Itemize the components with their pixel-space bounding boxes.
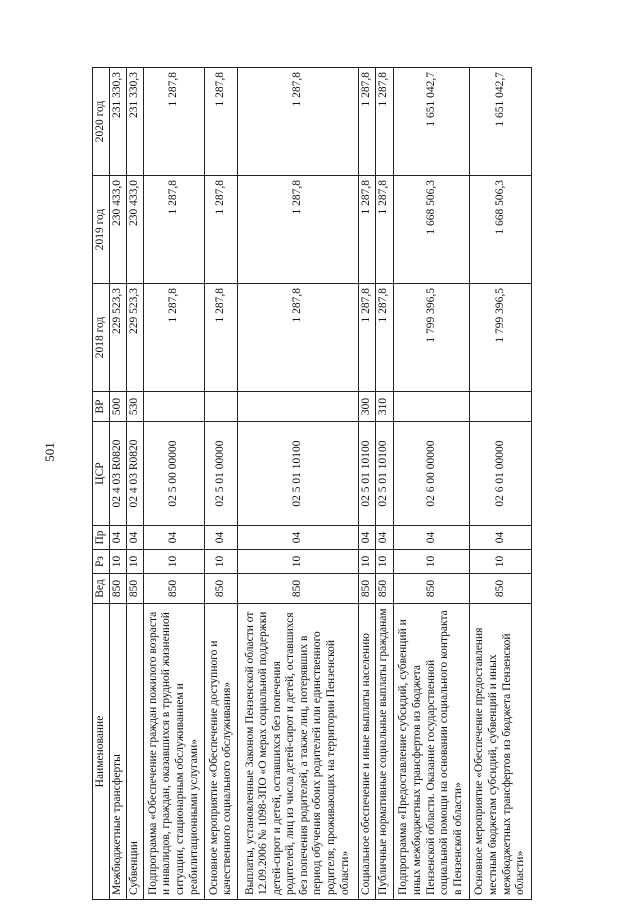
- row-rz: 10: [143, 550, 205, 574]
- row-csr: 02 5 01 10100: [358, 422, 375, 526]
- row-2018: 1 287,8: [238, 284, 359, 392]
- table-header-row: [93, 68, 110, 900]
- header-2018: 2018 год: [93, 284, 110, 392]
- table-row: [238, 68, 359, 900]
- page-number: 501: [42, 442, 57, 462]
- row-pr: 04: [393, 526, 470, 550]
- row-vr: [470, 392, 532, 422]
- row-2018: 1 799 396,5: [393, 284, 470, 392]
- row-rz: 10: [393, 550, 470, 574]
- header-pr: Пр: [93, 526, 110, 550]
- row-csr: 02 6 01 00000: [470, 422, 532, 526]
- row-pr: 04: [358, 526, 375, 550]
- row-csr: 02 5 01 00000: [205, 422, 238, 526]
- row-2018: 1 287,8: [143, 284, 205, 392]
- row-2019: 1 287,8: [358, 176, 375, 284]
- row-pr: 04: [470, 526, 532, 550]
- row-ved: 850: [238, 574, 359, 604]
- row-name: Основное мероприятие «Обеспечение предоставления местным бюджетам субсидий, субвенций и иных межбюджетных трансфертов из бюджета Пензенской области»: [470, 604, 532, 900]
- row-vr: [143, 392, 205, 422]
- row-rz: 10: [238, 550, 359, 574]
- row-name: Подпрограмма «Предоставление субсидий, субвенций и иных межбюджетных трансфертов из бюджета Пензенской области. Оказание государственной социальной помощи на основании социального контракта в Пензенской области»: [393, 604, 470, 900]
- row-2019: 1 287,8: [205, 176, 238, 284]
- header-2019: 2019 год: [93, 176, 110, 284]
- row-2018: 1 799 396,5: [470, 284, 532, 392]
- row-2019: 1 287,8: [143, 176, 205, 284]
- row-name: Межбюджетные трансферты: [109, 604, 126, 900]
- row-csr: 02 5 00 00000: [143, 422, 205, 526]
- row-name: Социальное обеспечение и иные выплаты населению: [358, 604, 375, 900]
- row-vr: 530: [126, 392, 143, 422]
- row-2020: 231 330,3: [109, 68, 126, 176]
- row-2020: 1 287,8: [143, 68, 205, 176]
- header-name: Наименование: [93, 604, 110, 900]
- row-pr: 04: [238, 526, 359, 550]
- row-2018: 1 287,8: [358, 284, 375, 392]
- row-vr: [393, 392, 470, 422]
- row-2020: 1 287,8: [238, 68, 359, 176]
- row-csr: 02 4 03 R0820: [126, 422, 143, 526]
- table-row: [109, 68, 126, 900]
- row-pr: 04: [109, 526, 126, 550]
- row-2018: 229 523,3: [109, 284, 126, 392]
- header-vr: ВР: [93, 392, 110, 422]
- row-name: Субвенции: [126, 604, 143, 900]
- row-2019: 230 433,0: [109, 176, 126, 284]
- row-2020: 231 330,3: [126, 68, 143, 176]
- row-rz: 10: [470, 550, 532, 574]
- row-2019: 1 287,8: [238, 176, 359, 284]
- row-pr: 04: [126, 526, 143, 550]
- table-row: [470, 68, 532, 900]
- row-csr: 02 6 00 00000: [393, 422, 470, 526]
- table-row: [358, 68, 375, 900]
- row-pr: 04: [143, 526, 205, 550]
- row-name: Основное мероприятие «Обеспечение доступного и качественного социального обслуживания»: [205, 604, 238, 900]
- header-csr: ЦСР: [93, 422, 110, 526]
- row-csr: 02 4 03 R0820: [109, 422, 126, 526]
- row-vr: 310: [375, 392, 393, 422]
- header-rz: Рз: [93, 550, 110, 574]
- budget-table: [92, 67, 532, 900]
- row-ved: 850: [143, 574, 205, 604]
- table-row: [393, 68, 470, 900]
- rotated-table-container: [92, 68, 532, 900]
- row-vr: [238, 392, 359, 422]
- table-row: [143, 68, 205, 900]
- header-ved: Вед: [93, 574, 110, 604]
- row-pr: 04: [205, 526, 238, 550]
- row-vr: 500: [109, 392, 126, 422]
- row-ved: 850: [470, 574, 532, 604]
- row-vr: [205, 392, 238, 422]
- row-name: Выплаты, установленные Законом Пензенской области от 12.09.2006 № 1098-ЗПО «О мерах социальной поддержки детей-сирот и детей, оставшихся без попечения родителей, лиц из числа детей-сирот и детей, оставшихся без попечения родителей, а также лиц, потерявших в период обучения обоих родителей или единственного родителя, проживающих на территории Пензенской области»: [238, 604, 359, 900]
- row-name: Подпрограмма «Обеспечение граждан пожилого возраста и инвалидов, граждан, оказавшихся в трудной жизненной ситуации, стационарным обслуживанием и реабилитационными услугами»: [143, 604, 205, 900]
- row-2020: 1 287,8: [205, 68, 238, 176]
- row-2020: 1 651 042,7: [393, 68, 470, 176]
- row-csr: 02 5 01 10100: [238, 422, 359, 526]
- table-row: [375, 68, 393, 900]
- row-csr: 02 5 01 10100: [375, 422, 393, 526]
- row-pr: 04: [375, 526, 393, 550]
- table-body: [109, 68, 531, 900]
- row-name: Публичные нормативные социальные выплаты гражданам: [375, 604, 393, 900]
- table-row: [205, 68, 238, 900]
- row-2018: 1 287,8: [375, 284, 393, 392]
- header-2020: 2020 год: [93, 68, 110, 176]
- row-2019: 1 668 506,3: [470, 176, 532, 284]
- row-rz: 10: [205, 550, 238, 574]
- row-rz: 10: [109, 550, 126, 574]
- row-2018: 1 287,8: [205, 284, 238, 392]
- row-ved: 850: [109, 574, 126, 604]
- row-2019: 230 433,0: [126, 176, 143, 284]
- row-2020: 1 287,8: [375, 68, 393, 176]
- row-2020: 1 651 042,7: [470, 68, 532, 176]
- row-2018: 229 523,3: [126, 284, 143, 392]
- row-rz: 10: [126, 550, 143, 574]
- row-ved: 850: [358, 574, 375, 604]
- table-row: [126, 68, 143, 900]
- row-vr: 300: [358, 392, 375, 422]
- row-ved: 850: [205, 574, 238, 604]
- row-ved: 850: [375, 574, 393, 604]
- row-ved: 850: [126, 574, 143, 604]
- row-2020: 1 287,8: [358, 68, 375, 176]
- row-ved: 850: [393, 574, 470, 604]
- row-rz: 10: [358, 550, 375, 574]
- row-rz: 10: [375, 550, 393, 574]
- row-2019: 1 668 506,3: [393, 176, 470, 284]
- row-2019: 1 287,8: [375, 176, 393, 284]
